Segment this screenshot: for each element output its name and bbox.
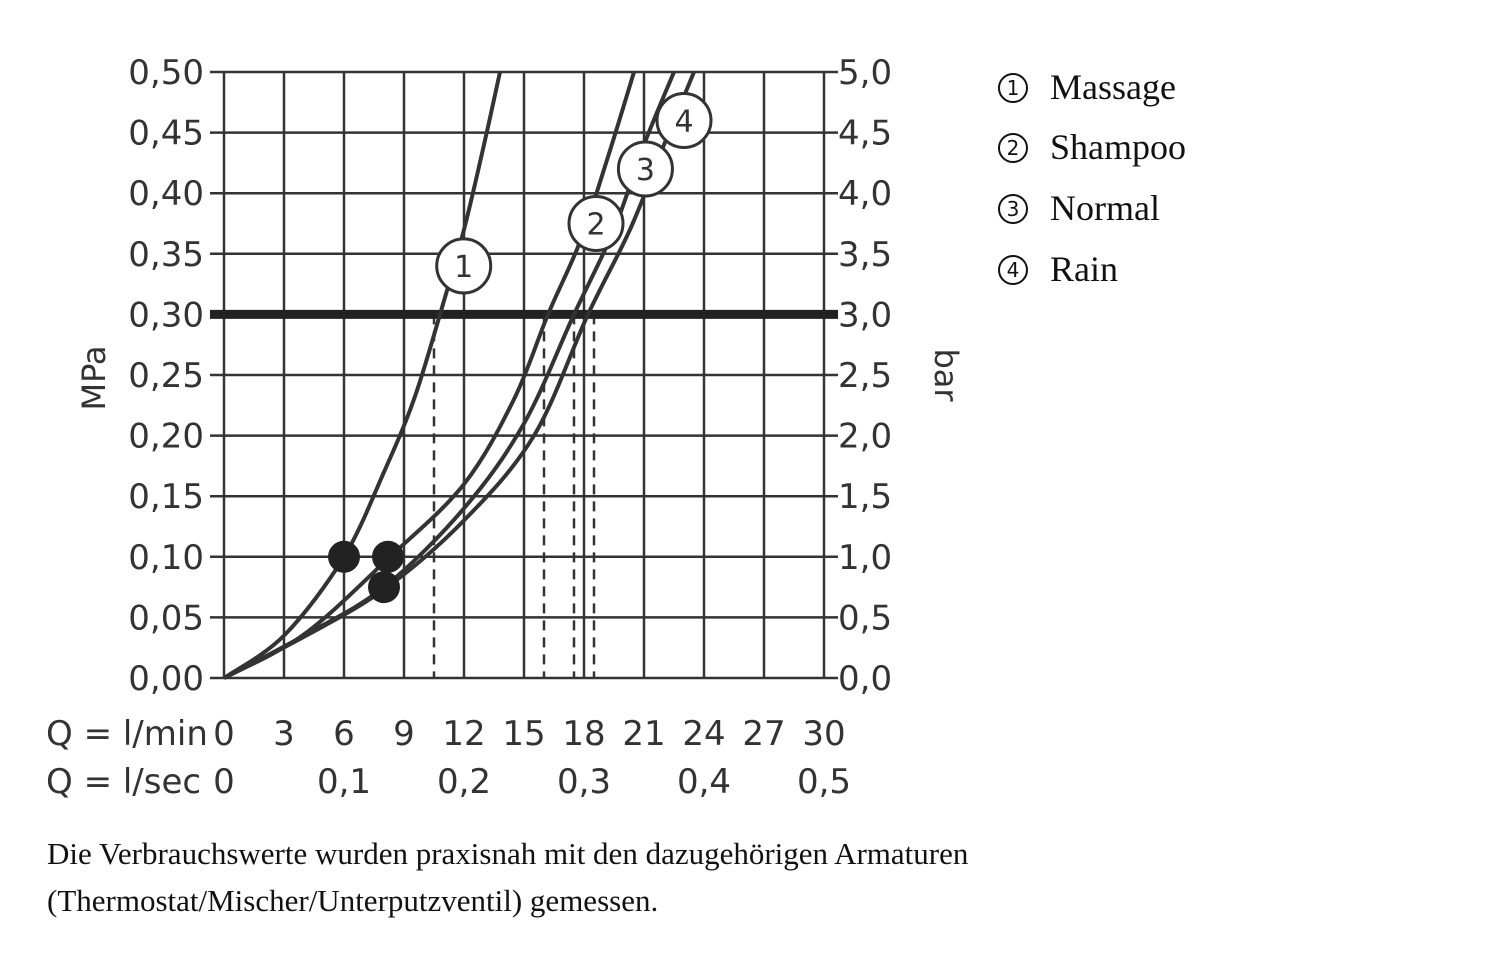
x-row1-tick-label: 0 (213, 714, 235, 754)
y-right-tick-label: 0,0 (838, 659, 893, 699)
footnote: Die Verbrauchswerte wurden praxisnah mit den dazugehörigen Armaturen (Thermostat/Mischer/Unterputzventil) gemessen. (47, 836, 969, 918)
x-row2-tick-label: 0,5 (796, 762, 852, 802)
y-right-tick-label: 0,5 (838, 598, 893, 639)
legend-label: Massage (1050, 67, 1176, 107)
x-row2-label: Q = l/sec (46, 762, 202, 802)
y-left-tick-label: 0,00 (128, 659, 204, 699)
y-left-tick-label: 0,05 (128, 598, 204, 639)
x-row1-tick-label: 18 (562, 714, 606, 754)
y-right-tick-label: 2,5 (838, 356, 893, 396)
y-right-tick-label: 5,0 (838, 53, 893, 93)
legend-item-massage (999, 67, 1176, 107)
operating-points (328, 541, 404, 603)
y-left-tick-label: 0,25 (128, 356, 204, 396)
tick-labels (128, 53, 892, 802)
legend-marker-number: 4 (1006, 258, 1020, 282)
curve-label-number: 1 (454, 249, 474, 285)
legend-item-shampoo (999, 127, 1186, 167)
curve-label-number: 4 (674, 104, 694, 140)
x-row2-tick-label: 0,2 (436, 762, 492, 802)
x-row1-tick-label: 24 (682, 714, 726, 754)
legend-item-normal (999, 188, 1160, 228)
x-row2-tick-label: 0,4 (676, 762, 732, 802)
y-left-tick-label: 0,15 (128, 477, 204, 518)
x-row1-tick-label: 3 (273, 714, 295, 754)
legend-item-rain (999, 249, 1118, 289)
x-row1-tick-label: 12 (442, 714, 486, 754)
legend-marker-number: 1 (1006, 76, 1020, 100)
y-left-tick-label: 0,20 (128, 416, 204, 457)
legend-label: Shampoo (1050, 127, 1187, 167)
curve-label-number: 2 (586, 207, 606, 243)
x-row1-tick-label: 21 (622, 714, 666, 754)
y-right-tick-label: 4,0 (838, 174, 893, 215)
x-row1-tick-label: 9 (393, 714, 415, 754)
y-right-tick-label: 4,5 (838, 113, 893, 154)
x-row1-tick-label: 30 (802, 714, 846, 754)
y-axis-left-title: MPa (75, 345, 113, 411)
x-row1-tick-label: 15 (502, 714, 546, 754)
x-row2-tick-label: 0 (213, 762, 235, 802)
y-left-tick-label: 0,30 (128, 295, 204, 336)
y-right-tick-label: 3,0 (838, 295, 893, 336)
x-row2-tick-label: 0,1 (316, 762, 372, 802)
legend-marker-number: 2 (1006, 136, 1020, 160)
curve-label-number: 3 (635, 152, 655, 188)
y-left-tick-label: 0,50 (128, 53, 204, 93)
y-right-tick-label: 1,5 (838, 477, 893, 518)
operating-point (372, 541, 404, 573)
y-right-tick-label: 3,5 (838, 234, 893, 275)
y-right-tick-label: 2,0 (838, 416, 893, 457)
x-row1-label: Q = l/min (46, 714, 208, 754)
legend-label: Normal (1050, 188, 1160, 228)
x-row1-tick-label: 6 (333, 714, 355, 754)
operating-point (368, 571, 400, 603)
legend-label: Rain (1050, 249, 1118, 289)
x-row1-tick-label: 27 (742, 714, 786, 754)
y-axis-right-title: bar (927, 348, 965, 402)
y-left-tick-label: 0,45 (128, 113, 204, 154)
y-right-tick-label: 1,0 (838, 537, 893, 578)
legend (999, 67, 1186, 289)
y-left-tick-label: 0,10 (128, 537, 204, 578)
y-left-tick-label: 0,35 (128, 234, 204, 275)
legend-marker-number: 3 (1006, 197, 1020, 221)
operating-point (328, 541, 360, 573)
y-left-tick-label: 0,40 (128, 174, 204, 215)
x-row2-tick-label: 0,3 (556, 762, 612, 802)
